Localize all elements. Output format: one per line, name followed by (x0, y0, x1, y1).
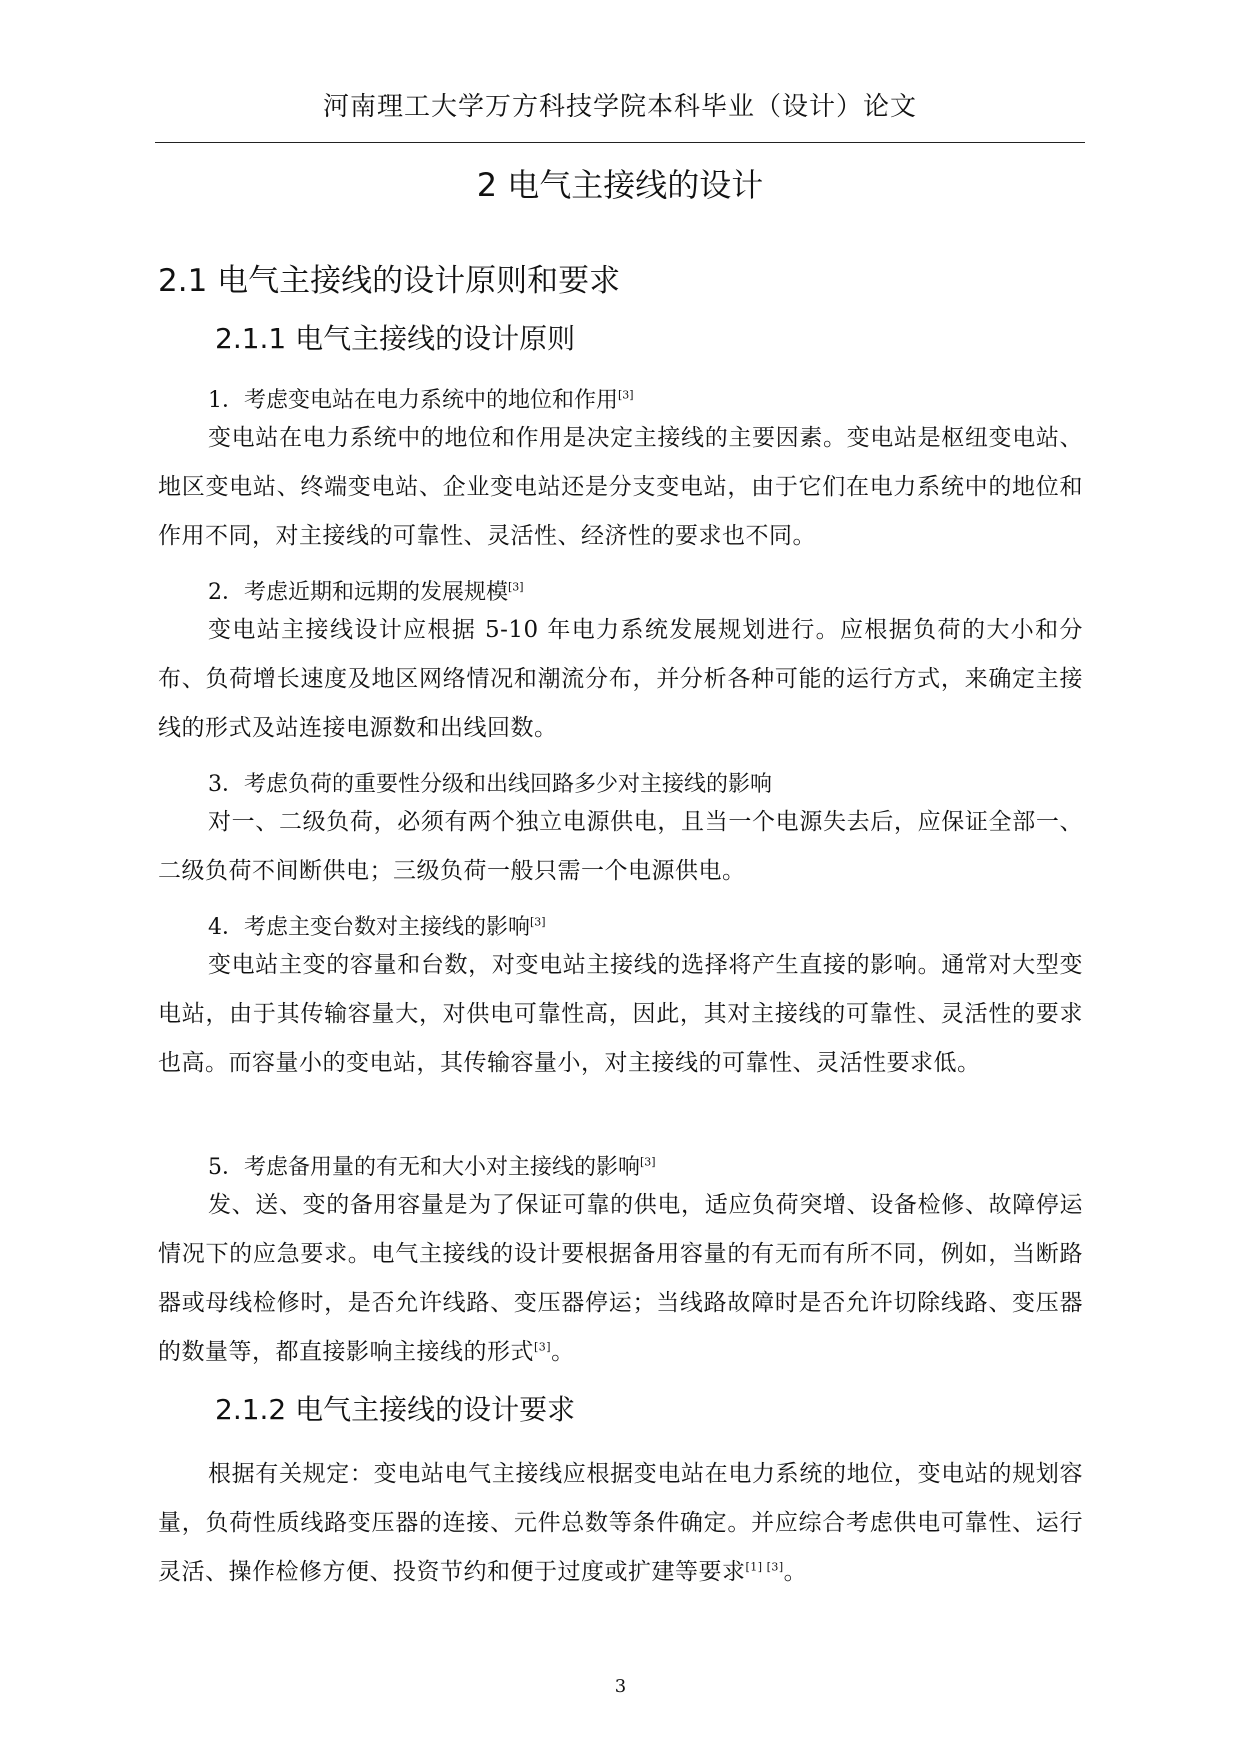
principle-1-paragraph (158, 414, 1083, 561)
principle-1-heading (208, 383, 634, 414)
principle-2-heading-text: 2．考虑近期和远期的发展规模 (208, 580, 508, 605)
subsection-heading-2-1-1: 2.1.1 电气主接线的设计原则 (215, 322, 576, 355)
principle-2-paragraph (158, 606, 1083, 753)
section-heading-2-1: 2.1 电气主接线的设计原则和要求 (158, 263, 621, 299)
principle-5-heading-text: 5．考虑备用量的有无和大小对主接线的影响 (208, 1155, 640, 1180)
citation: [3] (530, 915, 546, 929)
principle-3-heading-text: 3．考虑负荷的重要性分级和出线回路多少对主接线的影响 (208, 772, 772, 797)
principle-1-heading-text: 1．考虑变电站在电力系统中的地位和作用 (208, 388, 618, 413)
subsection-heading-2-1-2: 2.1.2 电气主接线的设计要求 (215, 1393, 576, 1426)
page-number: 3 (614, 1676, 627, 1697)
citation: [3] (640, 1155, 656, 1169)
principle-3-paragraph (158, 798, 1083, 896)
chapter-title: 2 电气主接线的设计 (476, 166, 764, 204)
paragraph-end: 。 (783, 1559, 808, 1585)
paragraph-text: 根据有关规定：变电站电气主接线应根据变电站在电力系统的地位，变电站的规划容量，负荷性质线路变压器的连接、元件总数等条件确定。并应综合考虑供电可靠性、运行灵活、操作检修方便、投资节约和便于过度或扩建等要求 (158, 1461, 1083, 1585)
paragraph-text: 变电站主变的容量和台数，对变电站主接线的选择将产生直接的影响。通常对大型变电站，由于其传输容量大，对供电可靠性高，因此，其对主接线的可靠性、灵活性的要求也高。而容量小的变电站，其传输容量小，对主接线的可靠性、灵活性要求低。 (158, 952, 1083, 1076)
citation: [3] (618, 388, 634, 402)
principle-5-paragraph (158, 1181, 1083, 1377)
principle-4-heading-text: 4．考虑主变台数对主接线的影响 (208, 915, 530, 940)
paragraph-end: 。 (551, 1339, 575, 1365)
principle-4-heading (208, 910, 546, 941)
principle-3-heading (208, 767, 772, 798)
paragraph-text: 对一、二级负荷，必须有两个独立电源供电，且当一个电源失去后，应保证全部一、二级负荷不间断供电；三级负荷一般只需一个电源供电。 (158, 809, 1083, 884)
principle-5-heading (208, 1150, 656, 1181)
paragraph-text: 变电站在电力系统中的地位和作用是决定主接线的主要因素。变电站是枢纽变电站、地区变电站、终端变电站、企业变电站还是分支变电站，由于它们在电力系统中的地位和作用不同，对主接线的可靠性、灵活性、经济性的要求也不同。 (158, 425, 1083, 549)
header-rule (155, 142, 1085, 143)
principle-4-paragraph (158, 941, 1083, 1088)
citation: [1] [3] (745, 1560, 784, 1574)
requirements-paragraph (158, 1450, 1083, 1597)
paragraph-text: 发、送、变的备用容量是为了保证可靠的供电，适应负荷突增、设备检修、故障停运情况下的应急要求。电气主接线的设计要根据备用容量的有无而有所不同，例如，当断路器或母线检修时，是否允许线路、变压器停运；当线路故障时是否允许切除线路、变压器的数量等，都直接影响主接线的形式 (158, 1192, 1083, 1365)
citation: [3] (508, 580, 524, 594)
citation: [3] (534, 1340, 552, 1354)
running-header: 河南理工大学万方科技学院本科毕业（设计）论文 (322, 92, 917, 122)
principle-2-heading (208, 575, 524, 606)
paragraph-text: 变电站主接线设计应根据 5-10 年电力系统发展规划进行。应根据负荷的大小和分布、负荷增长速度及地区网络情况和潮流分布，并分析各种可能的运行方式，来确定主接线的形式及站连接电源数和出线回数。 (158, 617, 1083, 741)
